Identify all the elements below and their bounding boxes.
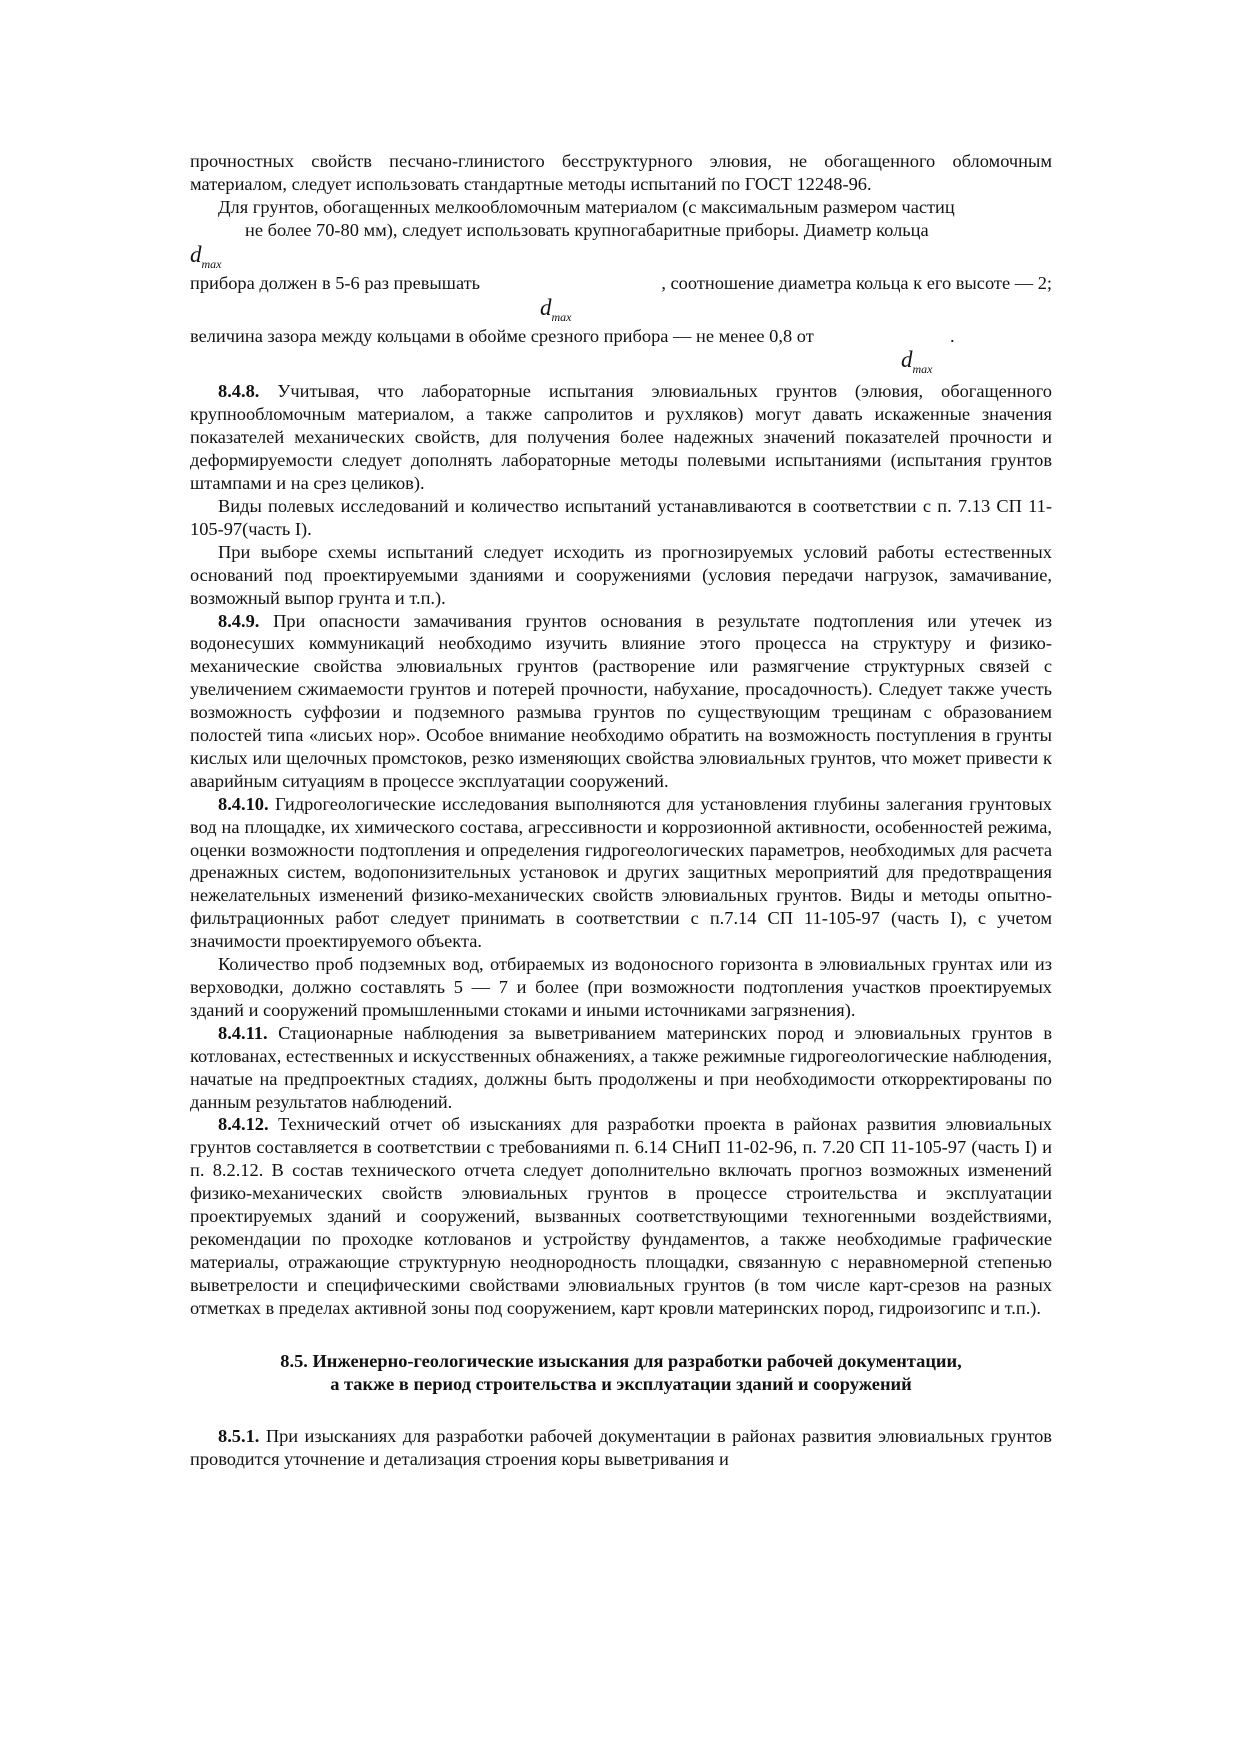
section-8-4-9	[190, 610, 1052, 793]
section-heading-8-5	[190, 1350, 1052, 1396]
paragraph-line	[190, 219, 1052, 242]
section-number: 8.4.11.	[218, 1022, 268, 1043]
paragraph-field-tests: Виды полевых исследований и количество испытаний устанавливаются в соответствии с п. 7.13 СП 11-105-97(часть I).	[190, 495, 1052, 539]
section-number: 8.4.10.	[218, 793, 269, 814]
section-8-4-12	[190, 1113, 1052, 1319]
paragraph-text: Для грунтов, обогащенных мелкообломочным материалом (с максимальным размером частиц	[218, 196, 955, 217]
paragraph-test-scheme: При выборе схемы испытаний следует исходить из прогнозируемых условий работы естественных оснований под проектируемыми зданиями и сооружениями (условия передачи нагрузок, замачивание, возможный выпор грунта и т.п.).	[190, 541, 1052, 608]
section-number: 8.5.1.	[218, 1426, 260, 1447]
paragraph-text: величина зазора между кольцами в обойме срезного прибора — не менее 0,8 от	[190, 325, 814, 346]
section-number: 8.4.12.	[218, 1114, 269, 1135]
paragraph-ring-size	[190, 196, 1052, 219]
paragraph-text: прибора должен в 5-6 раз превышать	[190, 272, 481, 293]
paragraph-line	[190, 325, 1052, 348]
document-page	[190, 150, 1052, 1471]
formula-line	[190, 347, 1052, 377]
formula-line	[190, 242, 1052, 272]
section-text: Учитывая, что лабораторные испытания элювиальных грунтов (элювия, обогащенного крупнообломочным материалом, а также сапролитов и рухляков) могут давать искаженные значения показателей механических свойств, для получения более надежных значений показателей прочности и деформируемости следует дополнять лабораторные методы полевыми испытаниями (испытания грунтов штампами и на срез целиков).	[190, 381, 1052, 494]
d-max-symbol: $d_{max}$	[190, 241, 222, 271]
section-8-4-11	[190, 1022, 1052, 1114]
d-max-symbol: $d_{max}$	[901, 347, 933, 377]
section-number: 8.4.9.	[218, 610, 260, 631]
paragraph-text: не более 70-80 мм), следует использовать крупногабаритные приборы. Диаметр кольца	[245, 219, 929, 240]
heading-line: а также в период строительства и эксплуатации зданий и сооружений	[330, 1373, 912, 1394]
paragraph-continuation: прочностных свойств песчано-глинистого бесструктурного элювия, не обогащенного обломочным материалом, следует использовать стандартные методы испытаний по ГОСТ 12248-96.	[190, 151, 1052, 194]
section-number: 8.4.8.	[218, 381, 260, 402]
section-text: Технический отчет об изысканиях для разработки проекта в районах развития элювиальных грунтов составляется в соответствии с требованиями п. 6.14 СНиП 11-02-96, п. 7.20 СП 11-105-97 (часть I) и п. 8.2.12. В состав технического отчета следует дополнительно включать прогноз возможных изменений физико-механических свойств элювиальных грунтов в процессе строительства и эксплуатации проектируемых зданий и сооружений, вызванных соответствующими техногенными воздействиями, рекомендации по проходке котлованов и устройству фундаментов, а также необходимые графические материалы, отражающие структурную неоднородность площадки, связанную с неравномерной степенью выветрелости и специфическими свойствами элювиальных грунтов (в том числе карт-срезов на разных отметках в пределах активной зоны под сооружением, карт кровли материнских пород, гидроизогипс и т.п.).	[190, 1114, 1052, 1318]
heading-line: 8.5. Инженерно-геологические изыскания для разработки рабочей документации,	[280, 1350, 962, 1371]
d-max-symbol: $d_{max}$	[540, 294, 572, 324]
section-text: Гидрогеологические исследования выполняются для установления глубины залегания грунтовых вод на площадке, их химического состава, агрессивности и коррозионной активности, особенностей режима, оценки возможности подтопления и определения гидрогеологических параметров, необходимых для расчета дренажных систем, водопонизительных установок и других защитных мероприятий для предотвращения нежелательных изменений физико-механических свойств элювиальных грунтов. Виды и методы опытно-фильтрационных работ следует принимать в соответствии с п.7.14 СП 11-105-97 (часть I), с учетом значимости проектируемого объекта.	[190, 793, 1052, 952]
section-text: При опасности замачивания грунтов основания в результате подтопления или утечек из водонесуших коммуникаций необходимо изучить влияние этого процесса на структуру и физико-механические свойства элювиальных грунтов (растворение или размягчение структурных связей с увеличением сжимаемости грунтов и потерей прочности, набухание, просадочность). Следует также учесть возможность суффозии и подземного размыва грунтов по существующим трещинам с образованием полостей типа «лисьих нор». Особое внимание необходимо обратить на возможность поступления в грунты кислых или щелочных промстоков, резко изменяющих свойства элювиальных грунтов, что может привести к аварийным ситуациям в процессе эксплуатации сооружений.	[190, 610, 1052, 791]
paragraph-line	[190, 272, 1052, 295]
paragraph-text: .	[950, 325, 955, 346]
section-text: При изысканиях для разработки рабочей документации в районах развития элювиальных грунтов проводится уточнение и детализация строения коры выветривания и	[190, 1426, 1052, 1470]
section-8-4-10	[190, 793, 1052, 953]
section-text: Стационарные наблюдения за выветриванием материнских пород и элювиальных грунтов в котлованах, естественных и искусственных обнажениях, а также режимные гидрогеологические наблюдения, начатые на предпроектных стадиях, должны быть продолжены и при необходимости откорректированы по данным результатов наблюдений.	[190, 1022, 1052, 1112]
paragraph-water-samples: Количество проб подземных вод, отбираемых из водоносного горизонта в элювиальных грунтах или из верховодки, должно составлять 5 — 7 и более (при возможности подтопления участков проектируемых зданий и сооружений промышленными стоками и иными источниками загрязнения).	[190, 954, 1052, 1020]
paragraph-text: , соотношение диаметра кольца к его высоте — 2;	[661, 272, 1052, 293]
formula-line	[190, 295, 1052, 325]
section-8-5-1	[190, 1425, 1052, 1471]
section-8-4-8	[190, 380, 1052, 495]
